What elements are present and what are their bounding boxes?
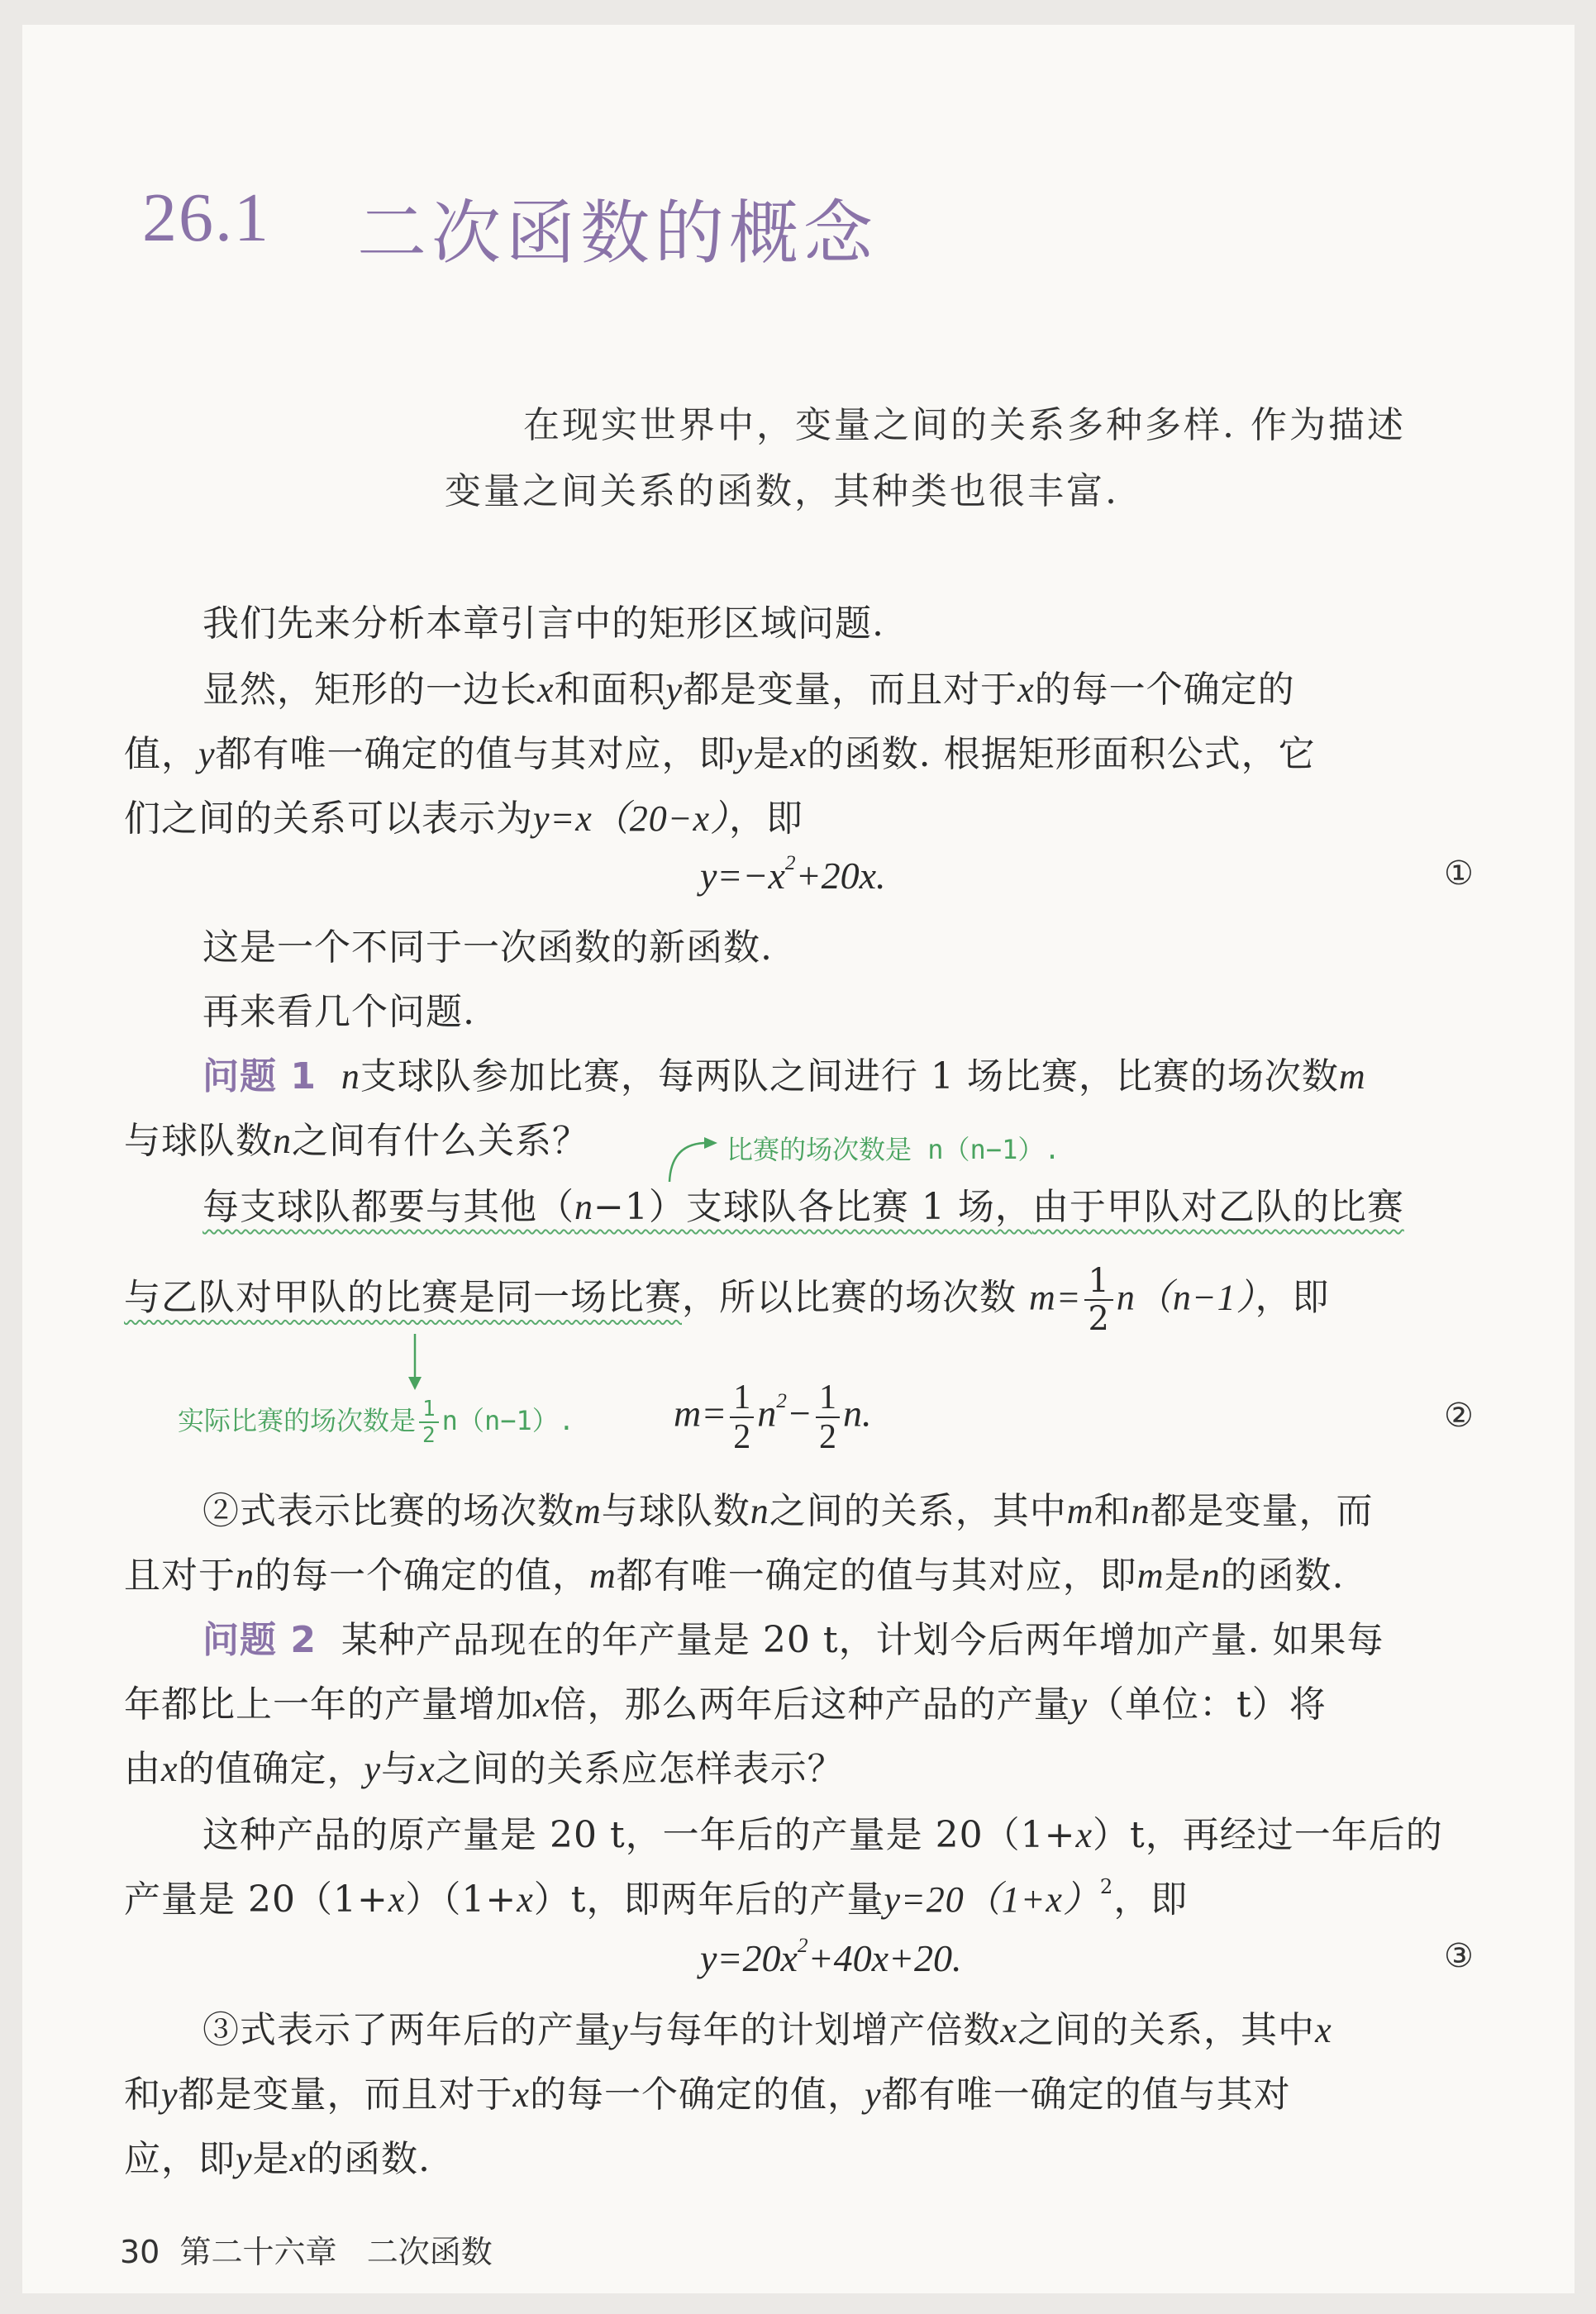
- equation-1: $y=-x^2+20x$.: [700, 851, 886, 897]
- margin-note-1: 比赛的场次数是 n（n−1）.: [727, 1134, 1060, 1165]
- paragraph-6-line-3: 应，即y是x的函数.: [124, 2138, 431, 2180]
- section-title: 二次函数的概念: [357, 193, 879, 274]
- paragraph-2-line-3: 们之间的关系可以表示为y=x（20−x），即: [124, 798, 803, 840]
- equation-3: $y=20x^2+40x+20$.: [700, 1934, 962, 1979]
- answer-2-line-1: 这种产品的原产量是 20 t，一年后的产量是 20（1+x）t，再经过一年后的: [202, 1814, 1443, 1856]
- paragraph-5-line-1: ②式表示比赛的场次数m与球队数n之间的关系，其中m和n都是变量，而: [202, 1490, 1374, 1532]
- equation-2-number: ②: [1444, 1397, 1474, 1435]
- page-number: 30: [120, 2234, 160, 2270]
- paragraph-2-line-1: 显然，矩形的一边长x和面积y都是变量，而且对于x的每一个确定的: [202, 669, 1295, 711]
- note-2-arrow: [398, 1332, 431, 1393]
- underlined-text-3: 与乙队对甲队的比赛是同一场比赛: [124, 1276, 682, 1319]
- chapter-label: 第二十六章: [179, 2234, 337, 2270]
- margin-note-2: 实际比赛的场次数是 $\frac{1}{2}$ n（n−1）.: [178, 1397, 575, 1448]
- section-number: 26.1: [142, 179, 270, 256]
- equation-2: m= $\frac{1}{2}$ $n^2-$ $\frac{1}{2}$ n.: [674, 1378, 872, 1456]
- intro-line-2: 变量之间关系的函数，其种类也很丰富.: [445, 470, 1119, 512]
- chapter-title: 二次函数: [366, 2234, 493, 2270]
- answer-2-line-2: 产量是 20（1+x）（1+x）t，即两年后的产量$y=20(1+x)^2$，即: [124, 1875, 1189, 1921]
- fraction-half: $\frac{1}{2}$: [1084, 1264, 1112, 1336]
- paragraph-4: 再来看几个问题.: [202, 991, 475, 1033]
- question-1-label: 问题 1: [202, 1055, 317, 1097]
- paragraph-1: 我们先来分析本章引言中的矩形区域问题.: [202, 602, 884, 645]
- answer-1-line-2: 与乙队对甲队的比赛是同一场比赛，所以比赛的场次数 m= $\frac{1}{2}$ n（n−1），即: [124, 1262, 1330, 1338]
- question-1-line-1: 问题 1 n支球队参加比赛，每两队之间进行 1 场比赛，比赛的场次数m: [202, 1055, 1366, 1097]
- underlined-text-1: 每支球队都要与其他（n−1）支球队各比赛 1 场，: [202, 1186, 1032, 1228]
- answer-1-line-1: [202, 1177, 1404, 1230]
- question-2-line-3: 由x的值确定，y与x之间的关系应怎样表示？: [124, 1748, 845, 1790]
- equation-3-number: ③: [1444, 1937, 1474, 1975]
- question-2-label: 问题 2: [202, 1619, 317, 1661]
- paragraph-6-line-2: 和y都是变量，而且对于x的每一个确定的值，y都有唯一确定的值与其对: [124, 2074, 1291, 2116]
- question-2-line-2: 年都比上一年的产量增加x倍，那么两年后这种产品的产量y（单位：t）将: [124, 1683, 1327, 1726]
- question-1-line-2: 与球队数n之间有什么关系？: [124, 1120, 589, 1162]
- textbook-page: [22, 25, 1575, 2293]
- paragraph-5-line-2: 且对于n的每一个确定的值，m都有唯一确定的值与其对应，即m是n的函数.: [124, 1555, 1345, 1597]
- paragraph-2-line-2: 值，y都有唯一确定的值与其对应，即y是x的函数. 根据矩形面积公式，它: [124, 733, 1316, 775]
- equation-1-number: ①: [1444, 855, 1474, 893]
- intro-line-1: 在现实世界中，变量之间的关系多种多样. 作为描述: [523, 404, 1406, 446]
- underlined-text-2: 由于甲队对乙队的比赛: [1031, 1186, 1404, 1228]
- question-2-line-1: 问题 2 某种产品现在的年产量是 20 t，计划今后两年增加产量. 如果每: [202, 1619, 1384, 1661]
- paragraph-6-line-1: ③式表示了两年后的产量y与每年的计划增产倍数x之间的关系，其中x: [202, 2009, 1332, 2051]
- paragraph-3: 这是一个不同于一次函数的新函数.: [202, 926, 773, 969]
- page-footer: [120, 2226, 493, 2272]
